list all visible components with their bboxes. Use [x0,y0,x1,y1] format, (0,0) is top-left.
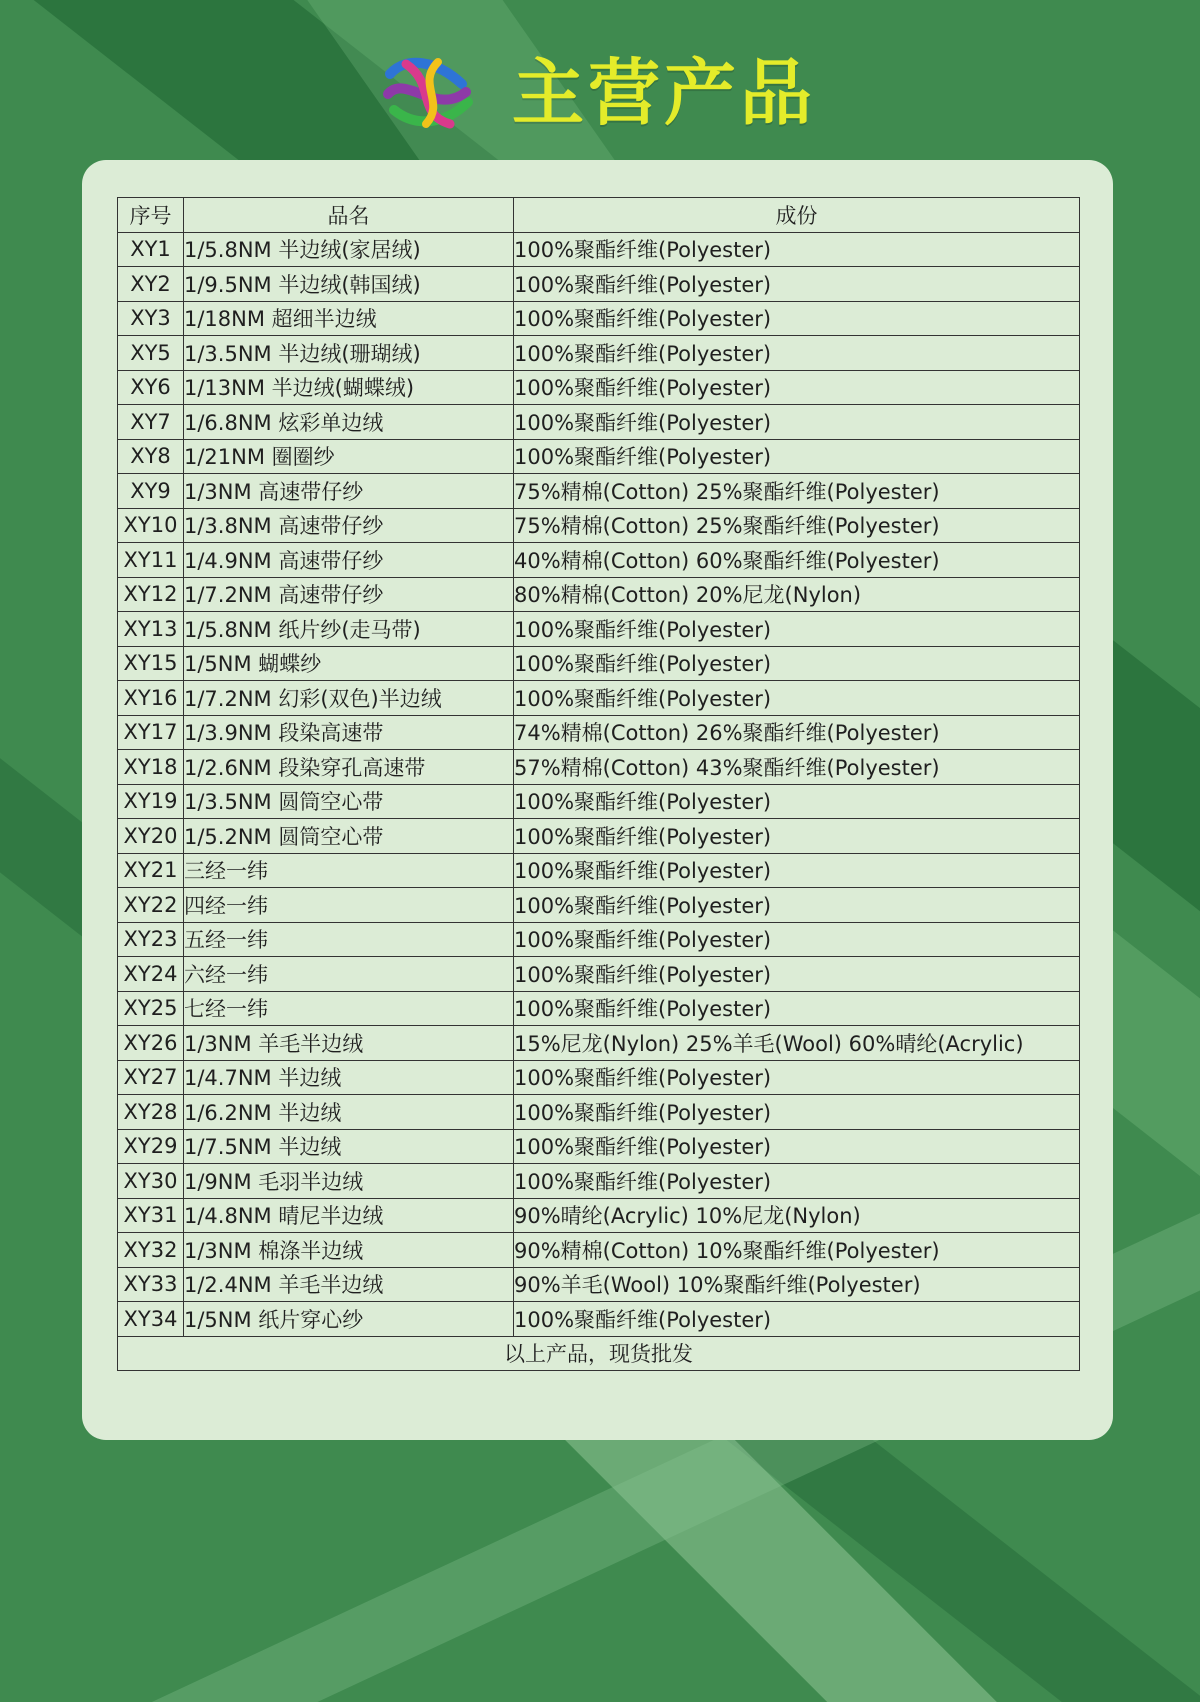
product-code-cell: XY23 [118,922,184,957]
product-composition-cell: 100%聚酯纤维(Polyester) [514,1060,1080,1095]
product-composition-cell: 100%聚酯纤维(Polyester) [514,1129,1080,1164]
product-name-cell: 1/3NM 羊毛半边绒 [184,1026,514,1061]
product-code-cell: XY27 [118,1060,184,1095]
product-composition-cell: 100%聚酯纤维(Polyester) [514,853,1080,888]
product-code-cell: XY6 [118,370,184,405]
table-row [118,474,1080,509]
table-row [118,1060,1080,1095]
product-name-cell: 1/18NM 超细半边绒 [184,301,514,336]
product-code-cell: XY11 [118,543,184,578]
table-row [118,750,1080,785]
product-code-cell: XY16 [118,681,184,716]
product-name-cell: 1/3.9NM 段染高速带 [184,715,514,750]
product-code-cell: XY29 [118,1129,184,1164]
product-name-cell: 五经一纬 [184,922,514,957]
column-header-serial: 序号 [118,198,184,233]
product-name-cell: 1/3.5NM 半边绒(珊瑚绒) [184,336,514,371]
product-name-cell: 1/21NM 圈圈纱 [184,439,514,474]
table-row [118,370,1080,405]
table-row [118,853,1080,888]
product-code-cell: XY18 [118,750,184,785]
product-code-cell: XY13 [118,612,184,647]
product-name-cell: 1/7.2NM 高速带仔纱 [184,577,514,612]
product-composition-cell: 100%聚酯纤维(Polyester) [514,922,1080,957]
product-code-cell: XY8 [118,439,184,474]
product-name-cell: 1/4.7NM 半边绒 [184,1060,514,1095]
product-code-cell: XY25 [118,991,184,1026]
product-code-cell: XY1 [118,232,184,267]
product-code-cell: XY26 [118,1026,184,1061]
table-row [118,1198,1080,1233]
product-table [117,197,1080,1371]
table-row [118,784,1080,819]
table-row [118,646,1080,681]
product-name-cell: 1/2.4NM 羊毛半边绒 [184,1267,514,1302]
product-name-cell: 1/3NM 棉涤半边绒 [184,1233,514,1268]
product-composition-cell: 100%聚酯纤维(Polyester) [514,1095,1080,1130]
product-code-cell: XY21 [118,853,184,888]
product-name-cell: 四经一纬 [184,888,514,923]
product-composition-cell: 100%聚酯纤维(Polyester) [514,1164,1080,1199]
product-composition-cell: 100%聚酯纤维(Polyester) [514,991,1080,1026]
product-code-cell: XY34 [118,1302,184,1337]
table-row [118,1233,1080,1268]
table-footer-note: 以上产品，现货批发 [118,1336,1080,1371]
product-composition-cell: 100%聚酯纤维(Polyester) [514,370,1080,405]
product-name-cell: 1/3.5NM 圆筒空心带 [184,784,514,819]
table-row [118,715,1080,750]
product-composition-cell: 100%聚酯纤维(Polyester) [514,267,1080,302]
product-composition-cell: 90%晴纶(Acrylic) 10%尼龙(Nylon) [514,1198,1080,1233]
product-code-cell: XY3 [118,301,184,336]
product-code-cell: XY31 [118,1198,184,1233]
product-code-cell: XY32 [118,1233,184,1268]
product-composition-cell: 40%精棉(Cotton) 60%聚酯纤维(Polyester) [514,543,1080,578]
product-code-cell: XY24 [118,957,184,992]
product-name-cell: 1/13NM 半边绒(蝴蝶绒) [184,370,514,405]
product-name-cell: 1/5.8NM 半边绒(家居绒) [184,232,514,267]
product-code-cell: XY12 [118,577,184,612]
product-name-cell: 1/5NM 蝴蝶纱 [184,646,514,681]
table-row [118,336,1080,371]
product-code-cell: XY17 [118,715,184,750]
column-header-product-name: 品名 [184,198,514,233]
product-name-cell: 1/2.6NM 段染穿孔高速带 [184,750,514,785]
product-name-cell: 1/5.2NM 圆筒空心带 [184,819,514,854]
table-row [118,508,1080,543]
product-code-cell: XY33 [118,1267,184,1302]
table-row [118,1164,1080,1199]
table-row [118,405,1080,440]
product-code-cell: XY28 [118,1095,184,1130]
product-composition-cell: 57%精棉(Cotton) 43%聚酯纤维(Polyester) [514,750,1080,785]
table-row [118,957,1080,992]
table-row [118,612,1080,647]
table-header-row [118,198,1080,233]
product-name-cell: 1/9.5NM 半边绒(韩国绒) [184,267,514,302]
column-header-composition: 成份 [514,198,1080,233]
product-code-cell: XY7 [118,405,184,440]
table-row [118,922,1080,957]
product-name-cell: 1/6.2NM 半边绒 [184,1095,514,1130]
table-row [118,577,1080,612]
product-composition-cell: 100%聚酯纤维(Polyester) [514,957,1080,992]
table-row [118,232,1080,267]
product-name-cell: 1/5NM 纸片穿心纱 [184,1302,514,1337]
table-row [118,439,1080,474]
page-header [0,48,1200,138]
product-code-cell: XY19 [118,784,184,819]
product-composition-cell: 100%聚酯纤维(Polyester) [514,1302,1080,1337]
table-row [118,301,1080,336]
table-row [118,1302,1080,1337]
table-row [118,1095,1080,1130]
product-name-cell: 1/4.9NM 高速带仔纱 [184,543,514,578]
product-composition-cell: 100%聚酯纤维(Polyester) [514,301,1080,336]
product-composition-cell: 100%聚酯纤维(Polyester) [514,819,1080,854]
product-composition-cell: 100%聚酯纤维(Polyester) [514,405,1080,440]
interlaced-knot-logo-icon [376,54,480,130]
product-name-cell: 三经一纬 [184,853,514,888]
product-composition-cell: 100%聚酯纤维(Polyester) [514,784,1080,819]
product-name-cell: 1/7.5NM 半边绒 [184,1129,514,1164]
table-footer-row [118,1336,1080,1371]
product-code-cell: XY22 [118,888,184,923]
product-name-cell: 六经一纬 [184,957,514,992]
product-code-cell: XY5 [118,336,184,371]
table-row [118,888,1080,923]
table-row [118,267,1080,302]
product-composition-cell: 80%精棉(Cotton) 20%尼龙(Nylon) [514,577,1080,612]
product-composition-cell: 100%聚酯纤维(Polyester) [514,646,1080,681]
table-row [118,991,1080,1026]
product-composition-cell: 74%精棉(Cotton) 26%聚酯纤维(Polyester) [514,715,1080,750]
product-code-cell: XY2 [118,267,184,302]
product-composition-cell: 100%聚酯纤维(Polyester) [514,612,1080,647]
product-composition-cell: 100%聚酯纤维(Polyester) [514,336,1080,371]
product-composition-cell: 100%聚酯纤维(Polyester) [514,232,1080,267]
product-composition-cell: 100%聚酯纤维(Polyester) [514,888,1080,923]
product-name-cell: 1/7.2NM 幻彩(双色)半边绒 [184,681,514,716]
product-name-cell: 1/9NM 毛羽半边绒 [184,1164,514,1199]
product-name-cell: 1/3NM 高速带仔纱 [184,474,514,509]
table-row [118,1267,1080,1302]
table-row [118,681,1080,716]
product-composition-cell: 15%尼龙(Nylon) 25%羊毛(Wool) 60%晴纶(Acrylic) [514,1026,1080,1061]
product-composition-cell: 90%精棉(Cotton) 10%聚酯纤维(Polyester) [514,1233,1080,1268]
product-code-cell: XY10 [118,508,184,543]
product-name-cell: 1/4.8NM 晴尼半边绒 [184,1198,514,1233]
table-row [118,543,1080,578]
product-composition-cell: 75%精棉(Cotton) 25%聚酯纤维(Polyester) [514,508,1080,543]
table-row [118,1129,1080,1164]
product-code-cell: XY15 [118,646,184,681]
product-composition-cell: 75%精棉(Cotton) 25%聚酯纤维(Polyester) [514,474,1080,509]
product-name-cell: 七经一纬 [184,991,514,1026]
table-body [118,232,1080,1336]
product-composition-cell: 90%羊毛(Wool) 10%聚酯纤维(Polyester) [514,1267,1080,1302]
table-row [118,819,1080,854]
product-name-cell: 1/3.8NM 高速带仔纱 [184,508,514,543]
product-name-cell: 1/6.8NM 炫彩单边绒 [184,405,514,440]
product-code-cell: XY30 [118,1164,184,1199]
product-composition-cell: 100%聚酯纤维(Polyester) [514,439,1080,474]
product-name-cell: 1/5.8NM 纸片纱(走马带) [184,612,514,647]
table-row [118,1026,1080,1061]
product-composition-cell: 100%聚酯纤维(Polyester) [514,681,1080,716]
product-code-cell: XY20 [118,819,184,854]
page-title: 主营产品 [512,51,817,135]
product-code-cell: XY9 [118,474,184,509]
